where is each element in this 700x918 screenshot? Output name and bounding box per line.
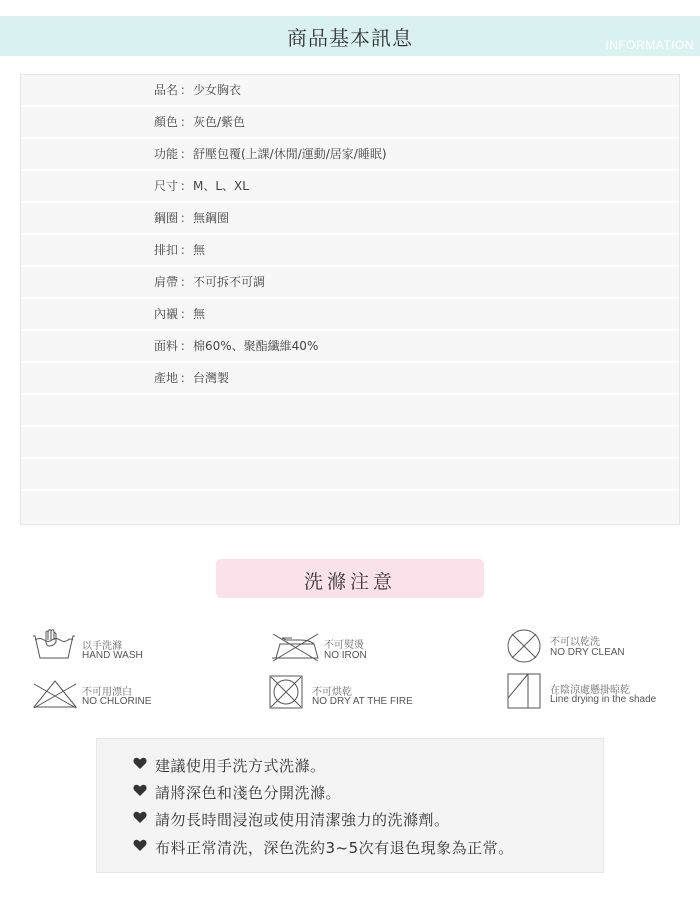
info-label: 顏色 [154, 115, 179, 129]
info-label: 功能 [154, 147, 179, 161]
note-text: 請將深色和淺色分開洗滌。 [155, 784, 342, 802]
care-label-en: NO DRY CLEAN [550, 647, 625, 658]
info-row-function [21, 139, 679, 171]
care-label-zh: 不可用漂白 [82, 687, 132, 698]
info-row-empty [21, 395, 679, 427]
info-row-empty [21, 459, 679, 491]
section-title-wash: 洗滌注意 [303, 571, 396, 593]
info-value: 無 [193, 243, 206, 257]
info-row-name [21, 75, 679, 107]
care-item-line-dry-shade [506, 672, 676, 710]
info-row-empty [21, 427, 679, 459]
info-label: 肩帶 [154, 275, 179, 289]
info-label: 品名 [154, 83, 179, 97]
no-tumble-dry-icon [268, 674, 304, 710]
info-row-empty [21, 491, 679, 524]
care-item-hand-wash [32, 628, 222, 668]
no-chlorine-icon [32, 678, 78, 710]
info-value: M、L、XL [193, 179, 249, 193]
care-label-en: NO CHLORINE [82, 696, 152, 707]
info-separator: ： [180, 83, 193, 97]
info-row-size [21, 171, 679, 203]
info-value: 台灣製 [193, 371, 230, 385]
info-separator: ： [180, 339, 193, 353]
info-label: 內襯 [154, 307, 179, 321]
info-separator: ： [180, 147, 193, 161]
info-label: 產地 [154, 371, 179, 385]
hand-wash-icon [32, 628, 76, 662]
info-value: 灰色/紫色 [193, 115, 246, 129]
info-separator: ： [180, 371, 193, 385]
note-text: 布料正常清洗，深色洗約3~5次有退色現象為正常。 [155, 839, 514, 857]
section-title-info: 商品基本訊息 [287, 26, 413, 50]
product-info-table [20, 74, 680, 525]
care-item-no-chlorine [32, 678, 222, 712]
info-label: 尺寸 [154, 179, 179, 193]
info-value: 少女胸衣 [193, 83, 242, 97]
care-label-en: Line drying in the shade [550, 694, 657, 705]
info-row-fabric [21, 331, 679, 363]
info-row-origin [21, 363, 679, 395]
section-subtitle-info: INFORMATION [605, 38, 694, 52]
care-notes-box [96, 738, 604, 873]
heart-icon [133, 839, 147, 852]
care-label-zh: 不可以乾洗 [550, 637, 600, 648]
info-value: 不可拆不可調 [193, 275, 266, 289]
info-row-color [21, 107, 679, 139]
care-label-zh: 不可熨燙 [324, 640, 364, 651]
care-label-en: NO DRY AT THE FIRE [312, 696, 413, 707]
info-value: 無鋼圈 [193, 211, 230, 225]
info-separator: ： [180, 307, 193, 321]
info-separator: ： [180, 211, 193, 225]
info-label: 面料 [154, 339, 179, 353]
care-item-no-iron [270, 630, 430, 666]
info-row-hooks [21, 235, 679, 267]
no-iron-icon [270, 630, 320, 662]
info-separator: ： [180, 275, 193, 289]
care-item-no-tumble-dry [268, 674, 438, 712]
care-item-no-dry-clean [506, 628, 666, 664]
info-label: 排扣 [154, 243, 179, 257]
heart-icon [133, 784, 147, 797]
info-separator: ： [180, 243, 193, 257]
line-dry-shade-icon [506, 672, 542, 710]
care-label-zh: 以手洗滌 [82, 641, 122, 652]
care-label-en: NO IRON [324, 650, 367, 661]
info-separator: ： [180, 115, 193, 129]
info-separator: ： [180, 179, 193, 193]
heart-icon [133, 811, 147, 824]
info-row-straps [21, 267, 679, 299]
info-value: 無 [193, 307, 206, 321]
care-label-zh: 不可烘乾 [312, 687, 352, 698]
heart-icon [133, 757, 147, 770]
info-row-underwire [21, 203, 679, 235]
info-value: 舒壓包覆(上課/休閒/運動/居家/睡眠) [193, 147, 387, 161]
note-text: 建議使用手洗方式洗滌。 [155, 757, 326, 775]
info-row-lining [21, 299, 679, 331]
info-label: 鋼圈 [154, 211, 179, 225]
care-label-zh: 在陰涼處懸掛晾乾 [550, 685, 630, 696]
info-value: 棉60%、聚酯纖維40% [193, 339, 319, 353]
wash-title-box [216, 559, 484, 598]
no-dry-clean-icon [506, 628, 542, 664]
note-text: 請勿長時間浸泡或使用清潔強力的洗滌劑。 [155, 811, 450, 829]
care-label-en: HAND WASH [82, 650, 143, 661]
